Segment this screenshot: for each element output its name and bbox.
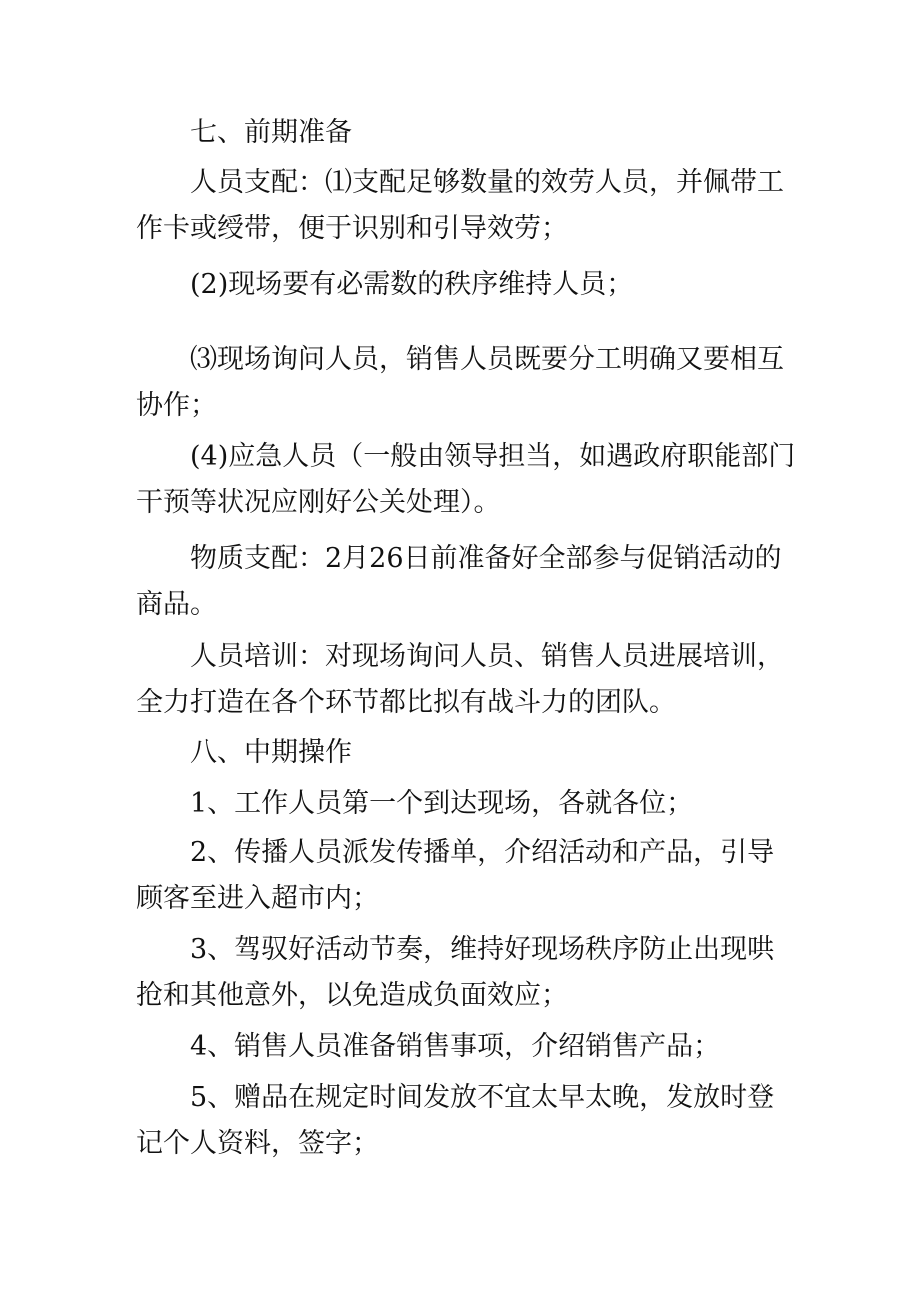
section-heading-7: 七、前期准备	[190, 117, 352, 148]
paragraph-staffing: 人员支配：⑴支配足够数量的效劳人员，并佩带工作卡或绶带，便于识别和引导效劳；	[136, 167, 784, 244]
list-item-4: 4、销售人员准备销售事项，介绍销售产品；	[190, 1031, 721, 1062]
list-item-5: 5、赠品在规定时间发放不宜太早太晚，发放时登记个人资料，签字；	[136, 1082, 775, 1159]
paragraph-training: 人员培训：对现场询问人员、销售人员进展培训，全力打造在各个环节都比拟有战斗力的团队。	[136, 641, 784, 718]
section-heading-8: 八、中期操作	[190, 737, 352, 768]
paragraph-materials: 物质支配：2月26日前准备好全部参与促销活动的商品。	[136, 543, 782, 620]
list-item-3: 3、驾驭好活动节奏，维持好现场秩序防止出现哄抢和其他意外，以免造成负面效应；	[136, 934, 775, 1011]
paragraph-inquiry-staff: ⑶现场询问人员，销售人员既要分工明确又要相互协作；	[136, 344, 784, 421]
list-item-2: 2、传播人员派发传播单，介绍活动和产品，引导顾客至进入超市内；	[136, 837, 775, 914]
paragraph-order-staff: (2)现场要有必需数的秩序维持人员；	[190, 269, 634, 300]
list-item-1: 1、工作人员第一个到达现场，各就各位；	[190, 788, 694, 819]
paragraph-emergency-staff: (4)应急人员（一般由领导担当，如遇政府职能部门干预等状况应刚好公关处理）。	[136, 441, 796, 518]
